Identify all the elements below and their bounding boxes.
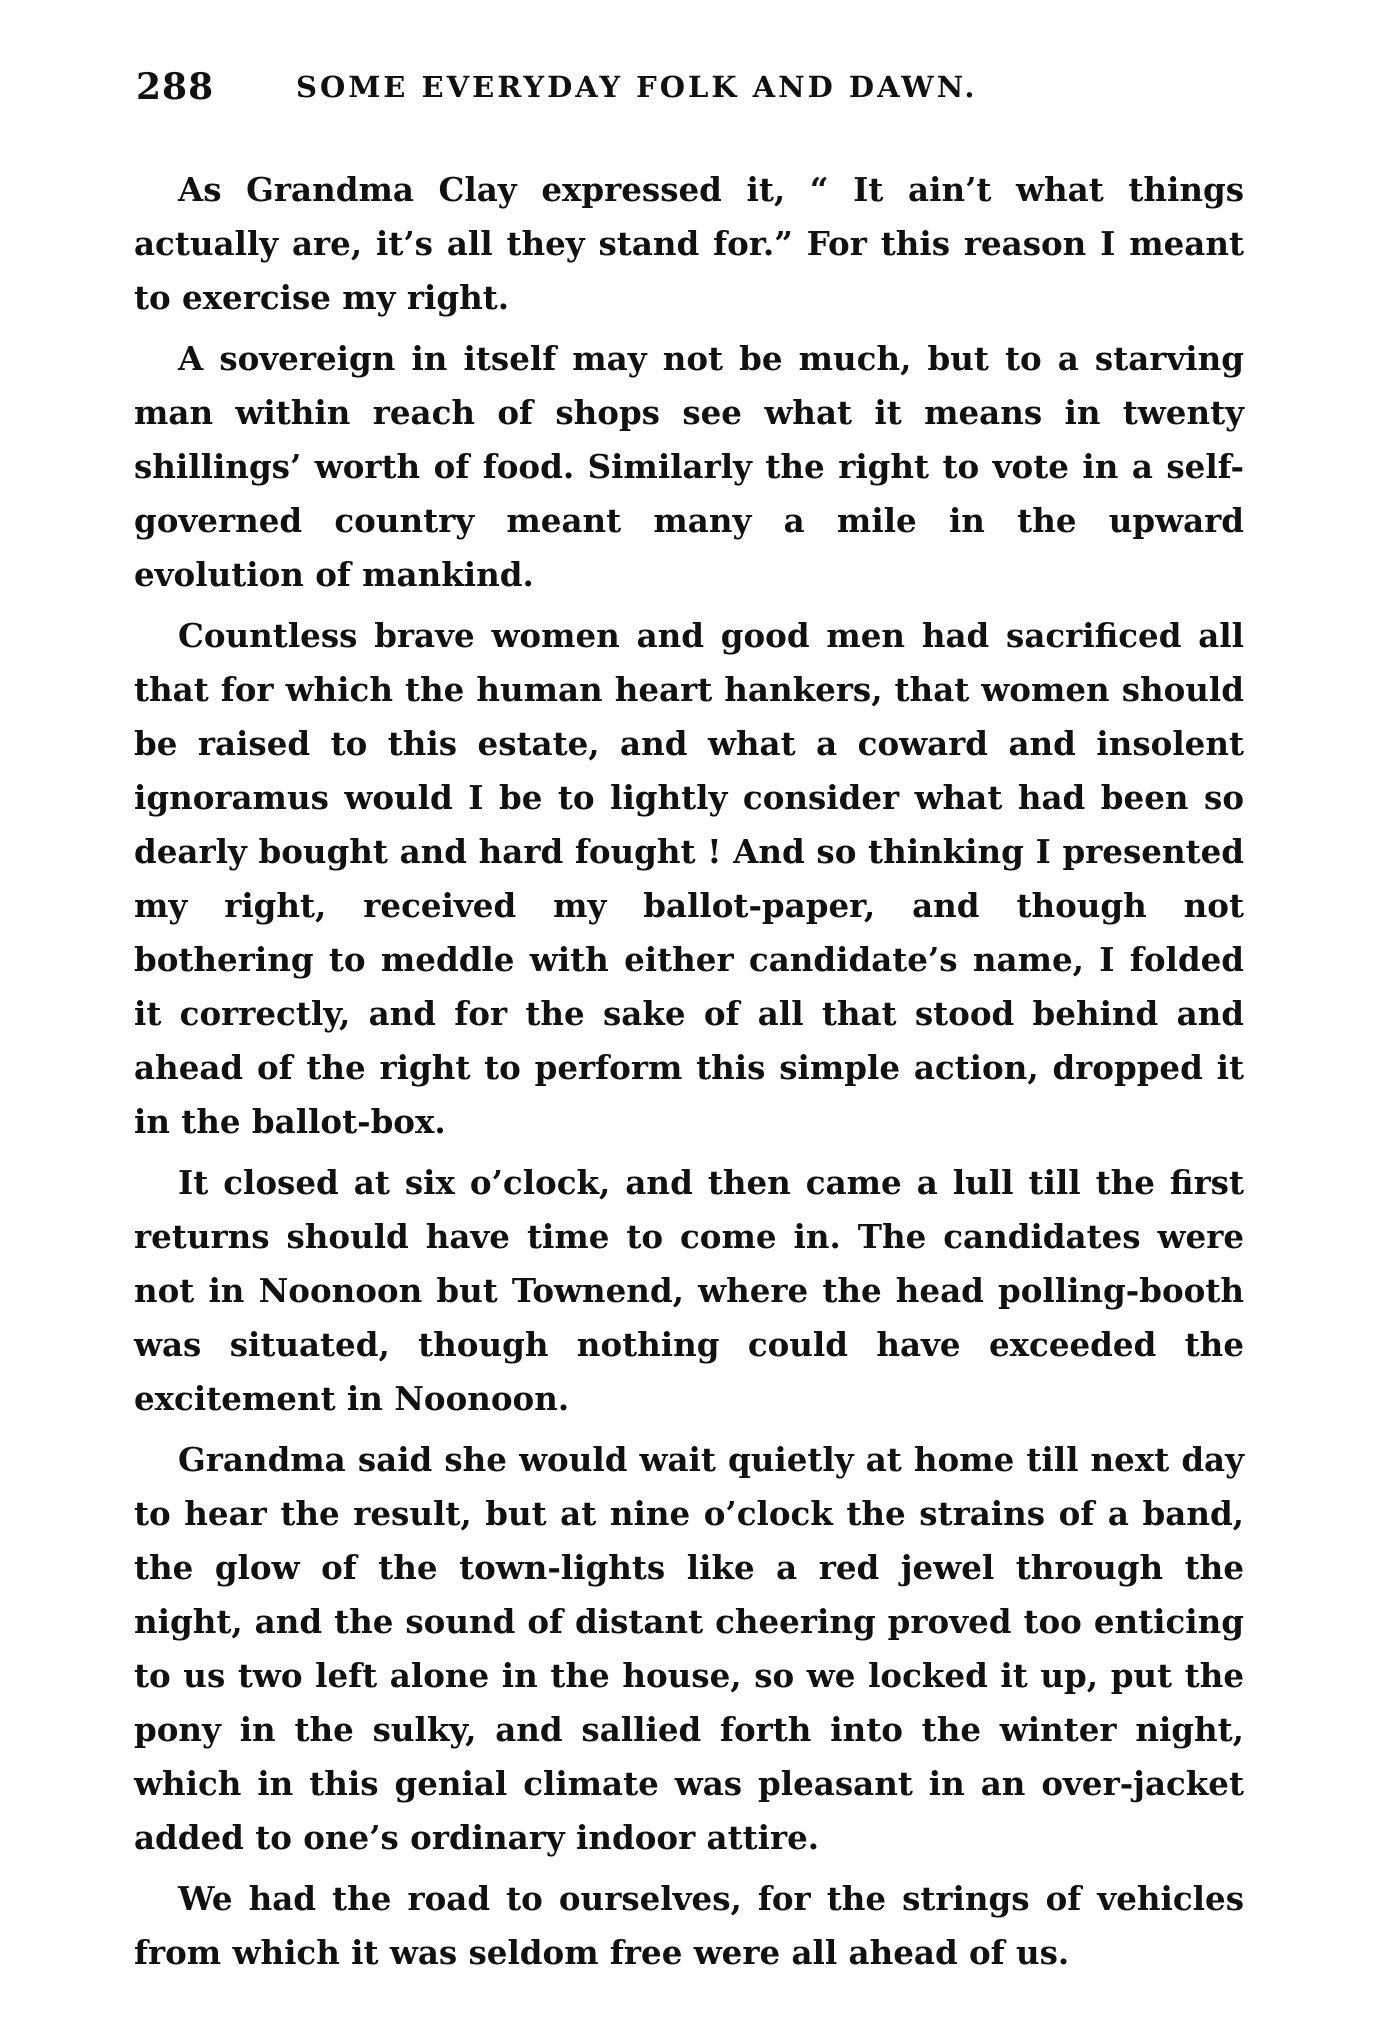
- running-title: SOME EVERYDAY FOLK AND DAWN.: [296, 70, 978, 104]
- paragraph: Countless brave women and good men had sacrificed all that for which the human heart hankers, that women should be raised to this estate, and what a coward and insolent ignoramus would I be to lightly consider what had been so dearly bought and hard fought ! And so thinking I presented my right, received my ballot-paper, and though not bothering to meddle with either candidate’s name, I folded it correctly, and for the sake of all that stood behind and ahead of the right to perform this simple action, dropped it in the ballot-box.: [134, 616, 1244, 1141]
- body-text: [134, 163, 1244, 1987]
- paragraph: It closed at six o’clock, and then came a lull till the first returns should have time to come in. The candidates were not in Noonoon but Townend, where the head polling-booth was situated, though nothing could have exceeded the excitement in Noonoon.: [134, 1163, 1244, 1418]
- page-number: 288: [136, 66, 215, 108]
- paragraph: We had the road to ourselves, for the strings of vehicles from which it was seldom free were all ahead of us.: [134, 1879, 1244, 1972]
- paragraph: As Grandma Clay expressed it, “ It ain’t what things actually are, it’s all they stand for.” For this reason I meant to exercise my right.: [134, 170, 1244, 317]
- paragraph: A sovereign in itself may not be much, but to a starving man within reach of shops see what it means in twenty shillings’ worth of food. Similarly the right to vote in a self-governed country meant many a mile in the upward evolution of mankind.: [134, 339, 1244, 594]
- paragraph: Grandma said she would wait quietly at home till next day to hear the result, but at nine o’clock the strains of a band, the glow of the town-lights like a red jewel through the night, and the sound of distant cheering proved too enticing to us two left alone in the house, so we locked it up, put the pony in the sulky, and sallied forth into the winter night, which in this genial climate was pleasant in an over-jacket added to one’s ordinary indoor attire.: [134, 1440, 1244, 1857]
- page-header: [136, 66, 1236, 116]
